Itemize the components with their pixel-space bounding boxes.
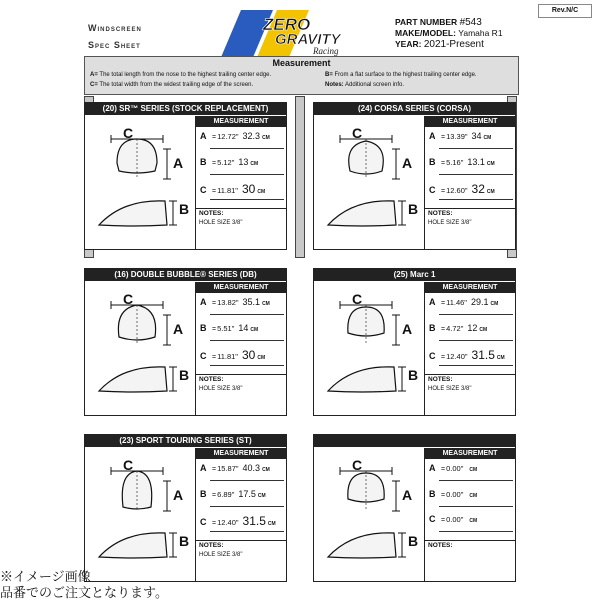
- measurement-b: B = 0.00" CM: [429, 489, 515, 509]
- measurement-c: C = 12.40" 31.5 CM: [429, 348, 515, 368]
- dim-a-label: A: [173, 155, 184, 171]
- measurement-box: [424, 448, 515, 540]
- measurement-box: [195, 282, 286, 374]
- footnote-line2: 品番でのご注文となります。: [0, 585, 168, 600]
- notes-heading: NOTES:: [199, 376, 224, 383]
- measurement-a: A = 0.00" CM: [429, 463, 515, 483]
- notes-value: HOLE SIZE 3/8": [428, 220, 472, 226]
- windscreen-side-view: [322, 195, 422, 235]
- dim-b-label: B: [179, 201, 190, 217]
- dim-b-label: B: [408, 201, 419, 217]
- sheet-title-line1: Windscreen: [88, 23, 142, 33]
- make-model-label: MAKE/MODEL:: [395, 28, 456, 38]
- dim-c-label: C: [352, 291, 363, 307]
- year-label: YEAR:: [395, 39, 422, 49]
- notes-box: [424, 208, 515, 250]
- windscreen-series-panel: [84, 102, 287, 250]
- panel-title: [314, 435, 515, 447]
- measurement-box: [424, 282, 515, 374]
- measurement-c: C = 12.60" 32 CM: [429, 182, 515, 202]
- dim-c-label: C: [123, 125, 134, 141]
- dim-a-label: A: [402, 321, 413, 337]
- zero-gravity-logo: [213, 10, 363, 62]
- dim-a-label: A: [173, 487, 184, 503]
- footnote-line1: ※イメージ画像: [0, 569, 91, 584]
- logo-line1: ZERO: [263, 15, 311, 34]
- legend-b: B= From a flat surface to the highest trailing center edge.: [325, 72, 477, 78]
- measurement-heading: MEASUREMENT: [425, 282, 515, 293]
- measurement-heading: MEASUREMENT: [425, 116, 515, 127]
- legend-a: A= The total length from the nose to the highest trailing center edge.: [90, 72, 272, 78]
- part-info: [395, 17, 589, 50]
- measurement-a: A = 15.87" 40.3 CM: [200, 463, 286, 483]
- measurement-heading: MEASUREMENT: [196, 282, 286, 293]
- windscreen-side-view: [322, 527, 422, 567]
- measurement-a: A = 12.72" 32.3 CM: [200, 131, 286, 151]
- notes-heading: NOTES:: [199, 210, 224, 217]
- notes-value: HOLE SIZE 3/8": [199, 552, 243, 558]
- notes-box: [424, 374, 515, 416]
- measurement-heading: MEASUREMENT: [196, 116, 286, 127]
- logo-line3: Racing: [313, 46, 339, 56]
- panel-title: (25) Marc 1: [314, 269, 515, 281]
- dim-a-label: A: [402, 155, 413, 171]
- dim-b-label: B: [179, 533, 190, 549]
- panel-title: (23) SPORT TOURING SERIES (ST): [85, 435, 286, 447]
- windscreen-side-view: [93, 527, 193, 567]
- notes-heading: NOTES:: [199, 542, 224, 549]
- sheet-title: [88, 20, 142, 54]
- year: 2021-Present: [423, 39, 484, 50]
- measurement-heading: MEASUREMENT: [425, 448, 515, 459]
- measurement-b: B = 4.72" 12 CM: [429, 323, 515, 343]
- sheet-title-line2: Spec Sheet: [88, 40, 141, 50]
- notes-box: [424, 540, 515, 582]
- dim-b-label: B: [179, 367, 190, 383]
- notes-box: [195, 540, 286, 582]
- notes-heading: NOTES:: [428, 210, 453, 217]
- measurement-c: C = 11.81" 30 CM: [200, 182, 286, 202]
- measurement-a: A = 13.39" 34 CM: [429, 131, 515, 151]
- windscreen-side-view: [322, 361, 422, 401]
- notes-value: HOLE SIZE 3/8": [199, 220, 243, 226]
- panel-title: (20) SR™ SERIES (STOCK REPLACEMENT): [85, 103, 286, 115]
- measurement-legend: [84, 56, 519, 95]
- windscreen-side-view: [93, 195, 193, 235]
- dim-a-label: A: [402, 487, 413, 503]
- panel-title: (16) DOUBLE BUBBLE® SERIES (DB): [85, 269, 286, 281]
- measurement-a: A = 11.46" 29.1 CM: [429, 297, 515, 317]
- measurement-c: C = 0.00" CM: [429, 514, 515, 534]
- windscreen-series-panel: [313, 268, 516, 416]
- measurement-box: [195, 116, 286, 208]
- dim-c-label: C: [123, 291, 134, 307]
- legend-notes: Notes: Additional screen info.: [325, 82, 405, 88]
- measurement-box: [195, 448, 286, 540]
- notes-value: HOLE SIZE 3/8": [428, 386, 472, 392]
- measurement-box: [424, 116, 515, 208]
- make-model: Yamaha R1: [458, 28, 503, 38]
- windscreen-series-panel: [313, 102, 516, 250]
- legend-title: Measurement: [272, 58, 331, 68]
- measurement-b: B = 5.16" 13.1 CM: [429, 157, 515, 177]
- dim-b-label: B: [408, 367, 419, 383]
- measurement-b: B = 6.89" 17.5 CM: [200, 489, 286, 509]
- notes-box: [195, 374, 286, 416]
- dim-c-label: C: [123, 457, 134, 473]
- measurement-heading: MEASUREMENT: [196, 448, 286, 459]
- dim-c-label: C: [352, 457, 363, 473]
- notes-box: [195, 208, 286, 250]
- notes-value: HOLE SIZE 3/8": [199, 386, 243, 392]
- logo-line2: GRAVITY: [275, 31, 341, 48]
- dim-c-label: C: [352, 125, 363, 141]
- windscreen-series-panel: [313, 434, 516, 582]
- panel-title: (24) CORSA SERIES (CORSA): [314, 103, 515, 115]
- part-number: #543: [459, 17, 482, 28]
- measurement-b: B = 5.51" 14 CM: [200, 323, 286, 343]
- measurement-c: C = 12.40" 31.5 CM: [200, 514, 286, 534]
- windscreen-side-view: [93, 361, 193, 401]
- gray-margin-mid: [295, 96, 305, 258]
- measurement-a: A = 13.82" 35.1 CM: [200, 297, 286, 317]
- windscreen-series-panel: [84, 268, 287, 416]
- notes-heading: NOTES:: [428, 376, 453, 383]
- part-number-label: PART NUMBER: [395, 17, 458, 27]
- windscreen-series-panel: [84, 434, 287, 582]
- dim-a-label: A: [173, 321, 184, 337]
- notes-heading: NOTES:: [428, 542, 453, 549]
- dim-b-label: B: [408, 533, 419, 549]
- measurement-c: C = 11.81" 30 CM: [200, 348, 286, 368]
- measurement-b: B = 5.12" 13 CM: [200, 157, 286, 177]
- revision-badge: Rev.N/C: [538, 4, 592, 18]
- legend-c: C= The total width from the widest trailing edge of the screen.: [90, 82, 254, 88]
